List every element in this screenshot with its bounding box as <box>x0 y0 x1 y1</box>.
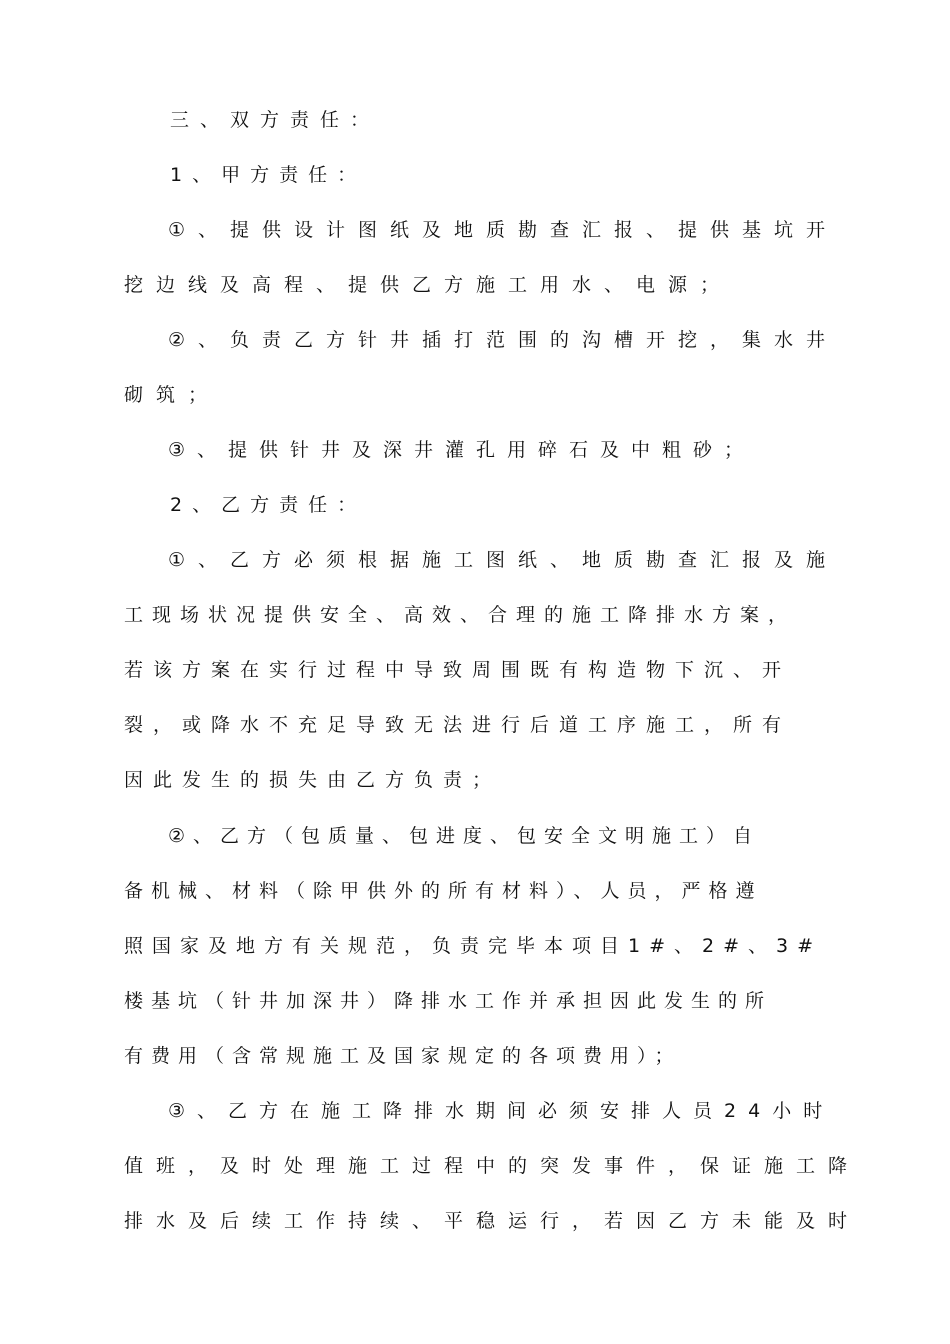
party-b-item2-line5: 有费用（含常规施工及国家规定的各项费用）； <box>124 1045 682 1067</box>
party-a-item2-line2: 砌筑； <box>124 384 221 406</box>
party-a-item3-line1: ③、提供针井及深井灌孔用碎石及中粗砂； <box>168 439 756 461</box>
party-b-item2-line4: 楼基坑（针井加深井）降排水工作并承担因此发生的所 <box>124 990 773 1012</box>
party-b-item2-line3: 照国家及地方有关规范，负责完毕本项目1#、2#、3# <box>124 935 823 957</box>
party-b-item3-line1: ③、乙方在施工降排水期间必须安排人员24小时 <box>168 1100 835 1122</box>
party-b-item1-line1: ①、乙方必须根据施工图纸、地质勘查汇报及施 <box>168 549 839 571</box>
party-a-item1-line2: 挖边线及高程、提供乙方施工用水、电源； <box>124 274 733 296</box>
party-a-heading: 1、甲方责任： <box>170 164 367 186</box>
party-b-item2-line2: 备机械、材料（除甲供外的所有材料）、人员，严格遵 <box>124 880 763 902</box>
party-b-item1-line4: 裂，或降水不充足导致无法进行后道工序施工，所有 <box>124 714 792 736</box>
party-b-item1-line2: 工现场状况提供安全、高效、合理的施工降排水方案， <box>124 604 797 626</box>
party-b-heading: 2、乙方责任： <box>170 494 367 516</box>
party-b-item3-line3: 排水及后续工作持续、平稳运行，若因乙方未能及时 <box>124 1210 861 1232</box>
party-b-item1-line5: 因此发生的损失由乙方负责； <box>124 769 502 791</box>
party-b-item3-line2: 值班，及时处理施工过程中的突发事件，保证施工降 <box>124 1155 861 1177</box>
party-b-item2-line1: ②、乙方（包质量、包进度、包安全文明施工）自 <box>168 825 761 847</box>
section-title: 三、双方责任： <box>170 109 381 131</box>
party-b-item1-line3: 若该方案在实行过程中导致周围既有构造物下沉、开 <box>124 659 792 681</box>
party-a-item2-line1: ②、负责乙方针井插打范围的沟槽开挖，集水井 <box>168 329 839 351</box>
party-a-item1-line1: ①、提供设计图纸及地质勘查汇报、提供基坑开 <box>168 219 839 241</box>
